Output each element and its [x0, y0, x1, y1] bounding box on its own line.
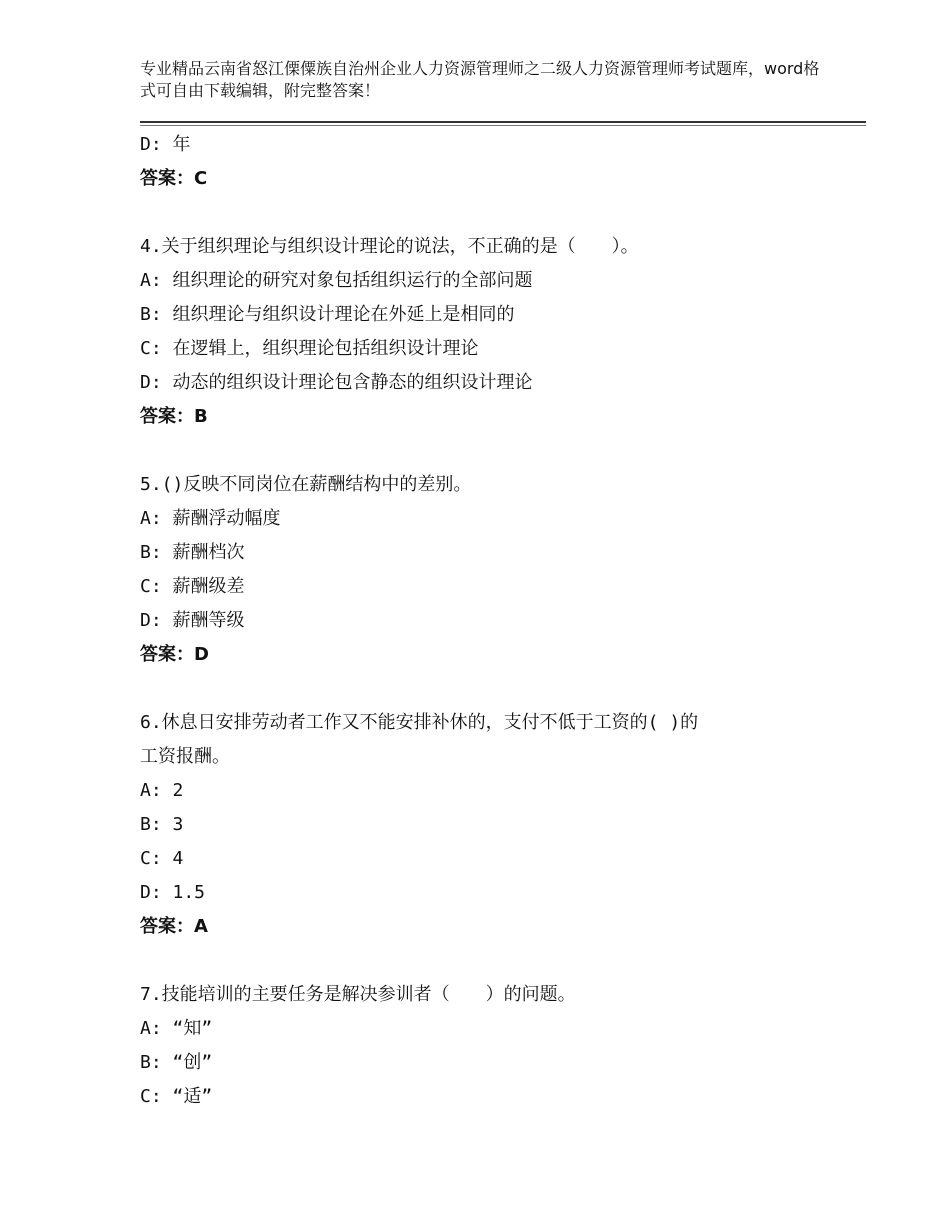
- document-title: 专业精品云南省怒江傈僳族自治州企业人力资源管理师之二级人力资源管理师考试题库，word格式可自由下载编辑，附完整答案！: [140, 59, 820, 100]
- question-stem: 4.关于组织理论与组织设计理论的说法，不正确的是（ ）。: [140, 236, 639, 257]
- option-b: B: 薪酬档次: [140, 542, 245, 563]
- answer: 答案：D: [140, 644, 209, 665]
- question-4: [140, 230, 830, 434]
- question-stem: 7.技能培训的主要任务是解决参训者（ ）的问题。: [140, 984, 576, 1005]
- answer: 答案：B: [140, 406, 208, 427]
- spacer: [140, 196, 830, 230]
- question-5: [140, 468, 830, 672]
- q3-option-d: D: 年: [140, 134, 191, 155]
- option-b: B: 组织理论与组织设计理论在外延上是相同的: [140, 304, 515, 325]
- document-header: [140, 58, 830, 102]
- spacer: [140, 672, 830, 706]
- option-a: A: “知”: [140, 1018, 213, 1039]
- option-d: D: 1.5: [140, 882, 206, 903]
- question-stem-line-2: 工资报酬。: [140, 746, 230, 767]
- document-body: [140, 128, 830, 1114]
- question-stem-line-1: 6.休息日安排劳动者工作又不能安排补休的，支付不低于工资的( )的: [140, 712, 699, 733]
- question-6: [140, 706, 830, 944]
- q3-answer: 答案：C: [140, 168, 208, 189]
- question-7: [140, 978, 830, 1114]
- option-c: C: 4: [140, 848, 184, 869]
- option-c: C: 在逻辑上，组织理论包括组织设计理论: [140, 338, 479, 359]
- option-d: D: 动态的组织设计理论包含静态的组织设计理论: [140, 372, 533, 393]
- header-divider-thin: [140, 125, 866, 126]
- option-a: A: 组织理论的研究对象包括组织运行的全部问题: [140, 270, 533, 291]
- answer: 答案：A: [140, 916, 208, 937]
- spacer: [140, 434, 830, 468]
- option-a: A: 2: [140, 780, 184, 801]
- option-d: D: 薪酬等级: [140, 610, 245, 631]
- spacer: [140, 944, 830, 978]
- option-b: B: 3: [140, 814, 184, 835]
- question-stem: 5.()反映不同岗位在薪酬结构中的差别。: [140, 474, 472, 495]
- option-a: A: 薪酬浮动幅度: [140, 508, 281, 529]
- option-b: B: “创”: [140, 1052, 213, 1073]
- header-divider: [140, 121, 866, 123]
- option-c: C: 薪酬级差: [140, 576, 245, 597]
- option-c: C: “适”: [140, 1086, 213, 1107]
